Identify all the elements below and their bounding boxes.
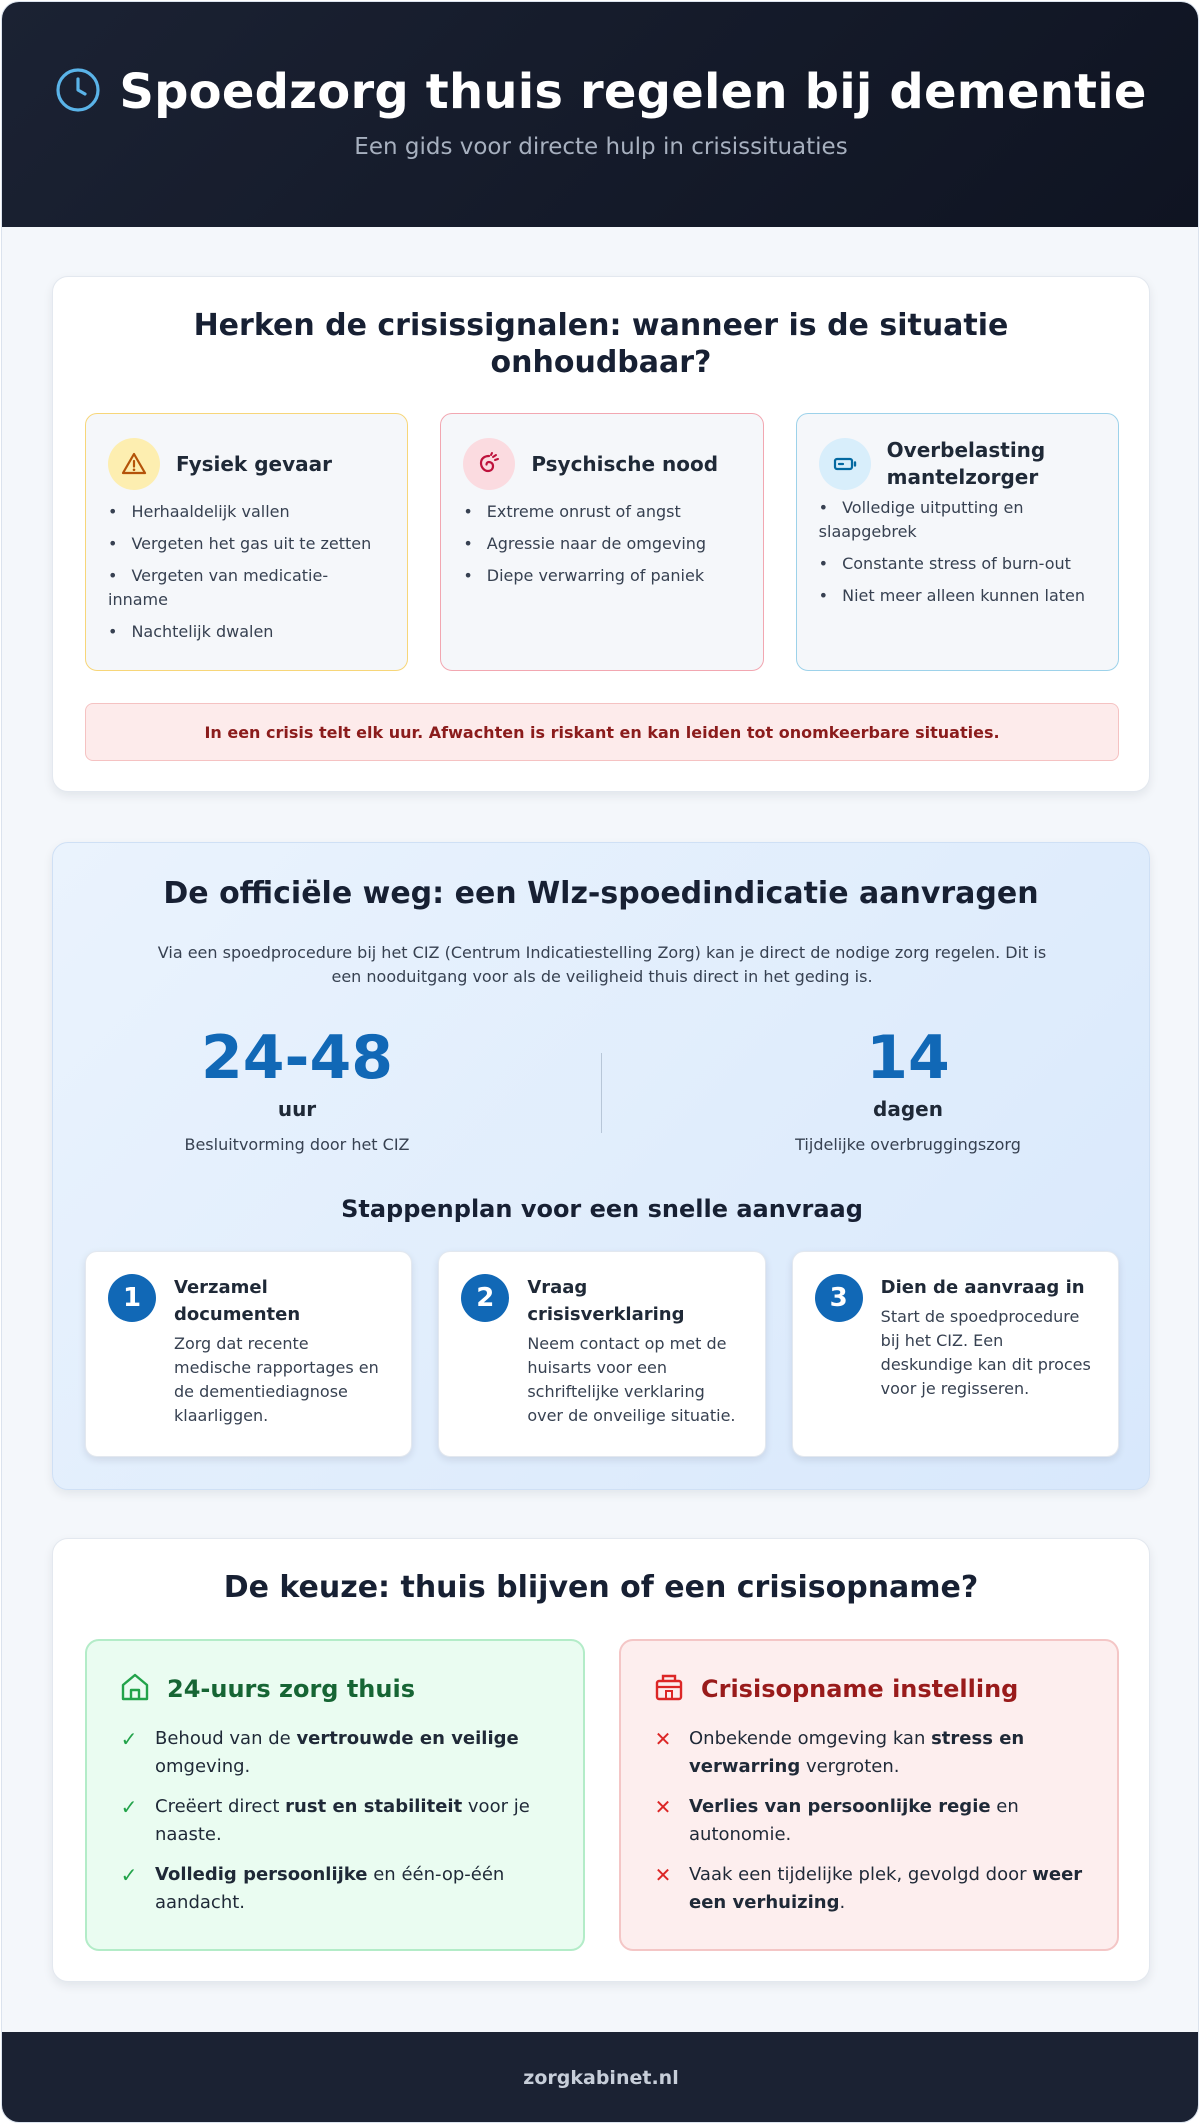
crisis-alert-banner: In een crisis telt elk uur. Afwachten is riskant en kan leiden tot onomkeerbare situaties. [85,703,1119,761]
signal-list [108,500,385,644]
choice-item [119,1793,551,1849]
step-title: Verzamel documenten [174,1277,301,1325]
home-care-option [85,1639,585,1951]
house-icon [119,1671,151,1707]
signal-list [819,496,1096,608]
brain-icon [463,438,515,490]
steps-title: Stappenplan voor een snelle aanvraag [341,1195,863,1223]
stat-unit: dagen [873,1097,943,1121]
choice-item-text [689,1861,1085,1917]
step-text: Start de spoedprocedure bij het CIZ. Een deskundige kan dit proces voor je regisseren. [880,1307,1091,1398]
choice-header [119,1671,551,1707]
cross-icon: ✕ [654,1863,672,1887]
choice-item-text [689,1793,1085,1849]
signal-card-header [463,438,740,490]
stat-decision-time [147,1023,447,1154]
choice-item-text [155,1793,551,1849]
list-item: • Constante stress of burn-out [819,552,1096,576]
signal-card-header [108,438,385,490]
list-item: • Vergeten van medicatie-inname [108,564,385,612]
choice-item-text [155,1861,551,1917]
text-regular: voor je naaste. [155,1796,530,1845]
cross-icon: ✕ [654,1727,672,1751]
step-card [85,1251,412,1457]
building-icon [653,1671,685,1707]
page-header [2,2,1199,227]
clock-icon [55,67,101,117]
step-number: 1 [108,1274,156,1322]
signal-card-header [819,438,1096,490]
step-text: Neem contact op met de huisarts voor een schriftelijke verklaring over de onveilige situatie. [527,1334,736,1425]
step-content [527,1274,742,1438]
choice-list [119,1725,551,1917]
step-card [438,1251,765,1457]
check-icon: ✓ [120,1863,138,1887]
stat-description: Tijdelijke overbruggingszorg [795,1135,1021,1154]
choice-item [119,1725,551,1781]
stat-description: Besluitvorming door het CIZ [184,1135,410,1154]
page-frame [1,1,1199,2123]
choice-item [119,1861,551,1917]
text-regular: vergroten. [800,1756,900,1777]
text-emphasis: stress en verwarring [689,1728,1025,1777]
signals-grid [85,413,1119,671]
text-regular: en autonomie. [689,1796,1019,1845]
check-icon: ✓ [120,1795,138,1819]
step-number: 2 [461,1274,509,1322]
choice-list [653,1725,1085,1917]
text-emphasis: rust en stabiliteit [285,1796,463,1817]
choice-item-text [155,1725,551,1781]
warning-icon [108,438,160,490]
signal-card-title: Overbelasting mantelzorger [886,438,1046,489]
list-item: • Volledige uitputting en slaapgebrek [819,496,1096,544]
choice-title: Crisisopname instelling [701,1675,1019,1703]
text-regular: en één-op-één aandacht. [155,1864,505,1913]
step-card [792,1251,1119,1457]
choice-columns [85,1639,1119,1951]
page-subtitle: Een gids voor directe hulp in crisissituaties [354,133,848,160]
page-title: Spoedzorg thuis regelen bij dementie [119,63,1147,120]
step-title: Dien de aanvraag in [880,1277,1085,1298]
cross-icon: ✕ [654,1795,672,1819]
list-item: • Nachtelijk dwalen [108,620,385,644]
step-text: Zorg dat recente medische rapportages en de dementiediagnose klaarliggen. [174,1334,379,1425]
institution-option [619,1639,1119,1951]
choice-item [653,1793,1085,1849]
section-title: Herken de crisissignalen: wanneer is de situatie onhoudbaar? [193,308,1009,380]
check-icon: ✓ [120,1727,138,1751]
choice-item [653,1861,1085,1917]
step-content [881,1274,1096,1438]
crisis-signals-section [52,276,1150,792]
text-regular: Vaak een tijdelijke plek, gevolgd door [689,1864,1033,1885]
step-content [174,1274,389,1438]
stat-bridging-care [758,1023,1058,1154]
text-emphasis: Volledig persoonlijke [155,1864,368,1885]
list-item: • Vergeten het gas uit te zetten [108,532,385,556]
battery-low-icon [819,438,871,490]
text-emphasis: Verlies van persoonlijke regie [689,1796,991,1817]
footer-site-name: zorgkabinet.nl [523,2067,679,2089]
signal-card-title: Fysiek gevaar [176,451,332,476]
stat-divider [601,1053,602,1133]
text-regular: Onbekende omgeving kan [689,1728,932,1749]
choice-title: 24-uurs zorg thuis [167,1675,415,1703]
signal-card-title: Psychische nood [531,451,719,476]
stat-value: 14 [866,1023,950,1093]
step-number: 3 [815,1274,863,1322]
signal-list [463,500,740,588]
text-regular: omgeving. [155,1756,251,1777]
stat-value: 24-48 [201,1023,393,1093]
step-title: Vraag crisisverklaring [527,1277,685,1325]
signal-card-psychological [440,413,763,671]
text-regular: Creëert direct [155,1796,286,1817]
choice-section [52,1538,1150,1982]
section-title: De officiële weg: een Wlz-spoedindicatie aanvragen [163,876,1039,911]
section-intro: Via een spoedprocedure bij het CIZ (Centrum Indicatiestelling Zorg) kan je direct de nodige zorg regelen. Dit is een nooduitgang voor als de veiligheid thuis direct in het geding is. [157,943,1047,986]
text-emphasis: vertrouwde en veilige [296,1728,519,1749]
list-item: • Extreme onrust of angst [463,500,740,524]
choice-item [653,1725,1085,1781]
choice-header [653,1671,1085,1707]
text-emphasis: weer een verhuizing [689,1864,1083,1913]
choice-item-text [689,1725,1085,1781]
text-regular: Behoud van de [155,1728,297,1749]
header-title-row [55,64,1146,120]
signal-card-caregiver [796,413,1119,671]
stat-unit: uur [277,1097,317,1121]
text-regular: . [839,1892,846,1913]
spoedindicatie-section [52,842,1150,1490]
list-item: • Agressie naar de omgeving [463,532,740,556]
steps-list [85,1251,1119,1457]
section-title: De keuze: thuis blijven of een crisisopname? [223,1570,979,1605]
list-item: • Herhaaldelijk vallen [108,500,385,524]
page-footer [2,2032,1199,2123]
list-item: • Niet meer alleen kunnen laten [819,584,1096,608]
signal-card-physical [85,413,408,671]
list-item: • Diepe verwarring of paniek [463,564,740,588]
